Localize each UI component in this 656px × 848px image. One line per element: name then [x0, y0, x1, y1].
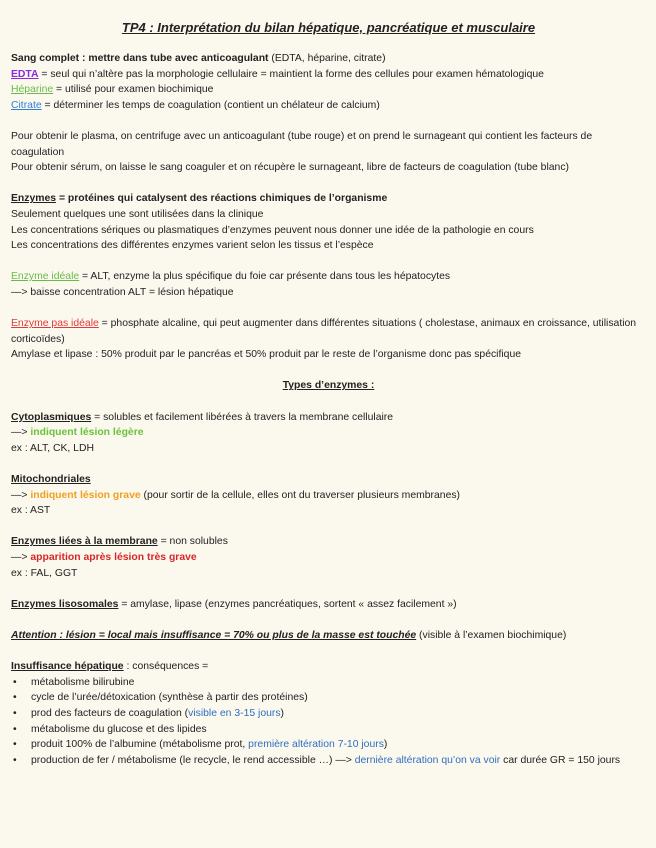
heparine-label: Héparine — [11, 84, 54, 96]
membrane-text: = non solubles — [157, 536, 228, 548]
insuffisance-list — [11, 675, 646, 769]
ideale-line-2: —> baisse concentration ALT = lésion hépatique — [11, 286, 234, 298]
membrane-indicator-line — [11, 550, 646, 566]
ideale-line — [11, 269, 646, 285]
sang-heading: Sang complet : mettre dans tube avec anticoagulant — [11, 53, 269, 64]
cyto-arrow: —> — [11, 427, 31, 439]
enzymes-line-1: Seulement quelques une sont utilisées dans la clinique — [11, 208, 264, 220]
insuffisance-label: Insuffisance hépatique — [11, 661, 124, 673]
mito-label: Mitochondriales — [11, 474, 91, 486]
pas-ideale-line-2: Amylase et lipase : 50% produit par le pancréas et 50% produit par le reste de l’organisme donc pas spécifique — [11, 349, 522, 361]
pas-ideale-line — [11, 316, 646, 347]
citrate-line — [11, 98, 646, 114]
cyto-label: Cytoplasmiques — [11, 411, 92, 423]
enzymes-line-2: Les concentrations sériques ou plasmatiques d’enzymes peuvent nous donner une idée de la pathologie en cours — [11, 224, 534, 236]
ideale-text: = ALT, enzyme la plus spécifique du foie car présente dans tous les hépatocytes — [79, 271, 451, 283]
insuffisance-line — [11, 659, 646, 675]
list-item: • produit 100% de l’albumine (métabolisme prot, première altération 7-10 jours) — [11, 737, 646, 753]
list-item: • production de fer / métabolisme (le recycle, le rend accessible …) —> dernière altération qu’on va voir car durée GR = 150 jours — [11, 753, 646, 769]
membrane-arrow: —> — [11, 552, 31, 563]
types-heading: Types d’enzymes : — [282, 380, 375, 392]
list-item: • prod des facteurs de coagulation (visible en 3-15 jours) — [11, 706, 646, 722]
membrane-ex: ex : FAL, GGT — [11, 567, 78, 579]
cyto-indicator: indiquent lésion légère — [30, 427, 144, 439]
mito-arrow: —> — [11, 489, 31, 501]
enzymes-label: Enzymes — [11, 193, 57, 205]
attention-label: Attention : lésion = local mais insuffisance = 70% ou plus de la masse est touchée — [11, 629, 417, 641]
cyto-indicator-line — [11, 425, 646, 441]
sang-heading-rest: (EDTA, héparine, citrate) — [268, 53, 386, 64]
list-item: • cycle de l’urée/détoxication (synthèse à partir des protéines) — [11, 690, 646, 706]
edta-line — [11, 67, 646, 83]
mito-rest: (pour sortir de la cellule, elles ont du traverser plusieurs membranes) — [140, 489, 461, 501]
citrate-label: Citrate — [11, 99, 42, 111]
membrane-indicator: apparition après lésion très grave — [30, 552, 197, 563]
enzymes-heading — [11, 191, 646, 207]
pas-ideale-label: Enzyme pas idéale — [11, 318, 99, 330]
mito-indicator-line — [11, 488, 646, 504]
heparine-line — [11, 82, 646, 98]
citrate-text: = déterminer les temps de coagulation (contient un chélateur de calcium) — [41, 99, 380, 111]
serum-line: Pour obtenir sérum, on laisse le sang coaguler et on récupère le surnageant, libre de facteurs de coagulation (tube blanc) — [11, 162, 569, 174]
ideale-label: Enzyme idéale — [11, 271, 80, 283]
insuffisance-rest: : conséquences = — [123, 661, 209, 673]
cyto-text: = solubles et facilement libérées à travers la membrane cellulaire — [91, 411, 394, 423]
pas-ideale-text: = phosphate alcaline, qui peut augmenter dans différentes situations ( cholestase, animaux en croissance, utilisation corticoïdes) — [11, 318, 637, 345]
cyto-line — [11, 410, 646, 426]
edta-label: EDTA — [11, 68, 39, 80]
plasma-line: Pour obtenir le plasma, on centrifuge avec un anticoagulant (tube rouge) et on prend le surnageant qui contient les facteurs de coagulation — [11, 130, 593, 158]
heparine-text: = utilisé pour examen biochimique — [53, 84, 214, 96]
enzymes-heading-rest: = protéines qui catalysent des réactions chimiques de l’organisme — [56, 193, 388, 205]
cyto-ex: ex : ALT, CK, LDH — [11, 442, 94, 454]
lyso-label: Enzymes lisosomales — [11, 598, 119, 610]
mito-ex: ex : AST — [11, 505, 51, 517]
membrane-label: Enzymes liées à la membrane — [11, 536, 158, 548]
membrane-line — [11, 534, 646, 550]
lyso-text: = amylase, lipase (enzymes pancréatiques, sortent « assez facilement ») — [118, 598, 457, 610]
attention-rest: (visible à l’examen biochimique) — [416, 629, 567, 641]
mito-indicator: indiquent lésion grave — [30, 489, 141, 501]
sang-heading-line — [11, 51, 646, 67]
lyso-line — [11, 597, 646, 613]
attention-line — [11, 628, 646, 644]
enzymes-line-3: Les concentrations des différentes enzymes varient selon les tissus et l’espèce — [11, 240, 374, 252]
edta-text: = seul qui n’altère pas la morphologie cellulaire = maintient la forme des cellules pour examen hématologique — [38, 68, 544, 80]
list-item: • métabolisme du glucose et des lipides — [11, 722, 646, 738]
list-item: • métabolisme bilirubine — [11, 675, 646, 691]
document-title: TP4 : Interprétation du bilan hépatique, pancréatique et musculaire — [121, 20, 536, 35]
